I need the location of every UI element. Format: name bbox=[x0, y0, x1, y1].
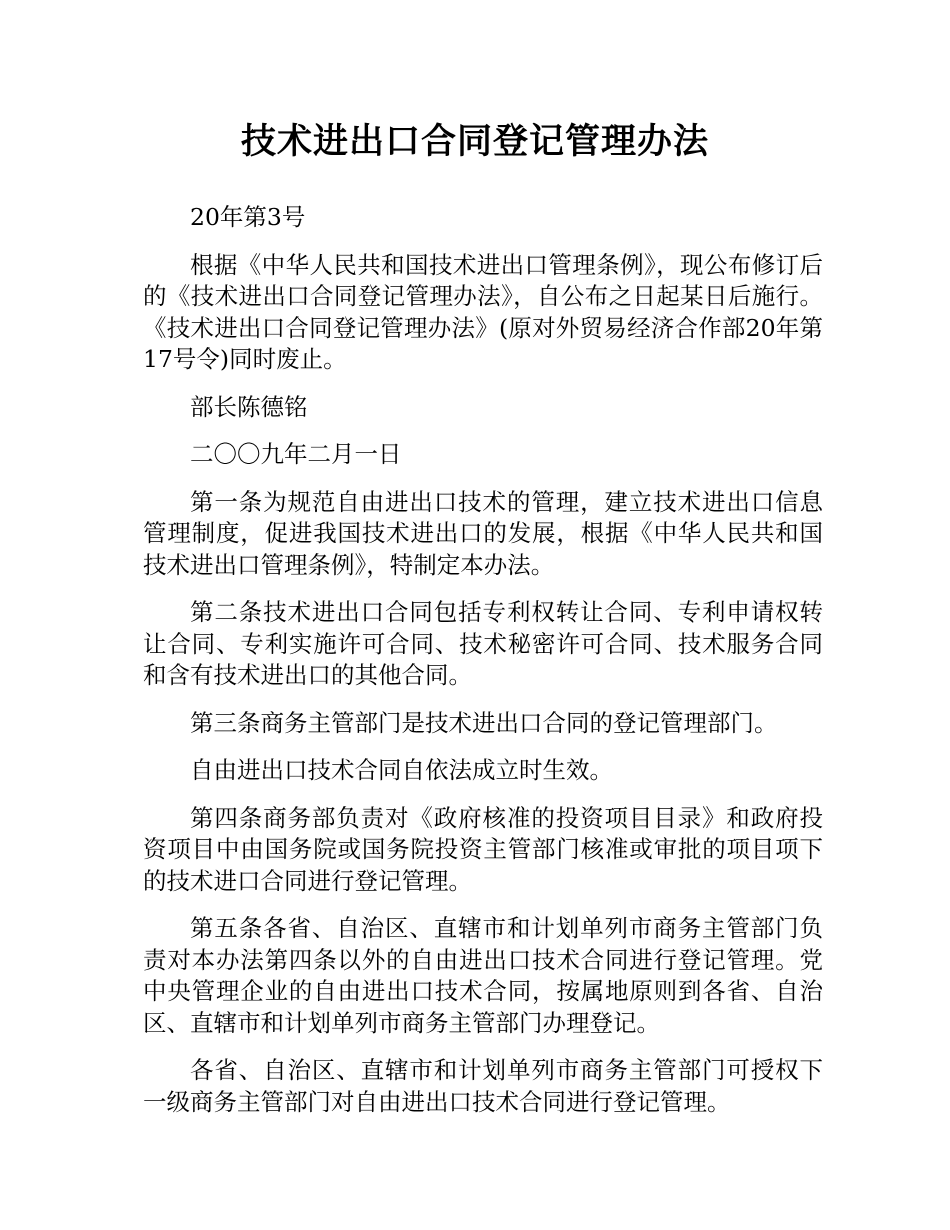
paragraph-article-2: 第二条技术进出口合同包括专利权转让合同、专利申请权转让合同、专利实施许可合同、技术秘密许可合同、技术服务合同和含有技术进出口的其他合同。 bbox=[143, 598, 823, 689]
paragraph-article-5-note: 各省、自治区、直辖市和计划单列市商务主管部门可授权下一级商务主管部门对自由进出口技术合同进行登记管理。 bbox=[143, 1056, 823, 1116]
document-title: 技术进出口合同登记管理办法 bbox=[240, 122, 709, 162]
paragraph-signatory: 部长陈德铭 bbox=[190, 392, 308, 421]
document-body bbox=[143, 202, 823, 1134]
paragraph-article-3: 第三条商务主管部门是技术进出口合同的登记管理部门。 bbox=[190, 708, 778, 737]
paragraph-article-3-note: 自由进出口技术合同自依法成立时生效。 bbox=[190, 756, 613, 784]
paragraph-date: 二〇〇九年二月一日 bbox=[190, 440, 402, 468]
paragraph-announcement: 根据《中华人民共和国技术进出口管理条例》，现公布修订后的《技术进出口合同登记管理办法》，自公布之日起某日后施行。《技术进出口合同登记管理办法》(原对外贸易经济合作部20年第17号令)同时废止。 bbox=[143, 250, 823, 373]
paragraph-article-1: 第一条为规范自由进出口技术的管理，建立技术进出口信息管理制度，促进我国技术进出口的发展，根据《中华人民共和国技术进出口管理条例》，特制定本办法。 bbox=[143, 487, 823, 579]
paragraph-article-4: 第四条商务部负责对《政府核准的投资项目目录》和政府投资项目中由国务院或国务院投资主管部门核准或审批的项目项下的技术进口合同进行登记管理。 bbox=[143, 803, 823, 895]
paragraph-article-5: 第五条各省、自治区、直辖市和计划单列市商务主管部门负责对本办法第四条以外的自由进出口技术合同进行登记管理。党中央管理企业的自由进出口技术合同，按属地原则到各省、自治区、直辖市和计划单列市商务主管部门办理登记。 bbox=[143, 914, 823, 1037]
paragraph-decree-number: 20年第3号 bbox=[190, 203, 306, 231]
